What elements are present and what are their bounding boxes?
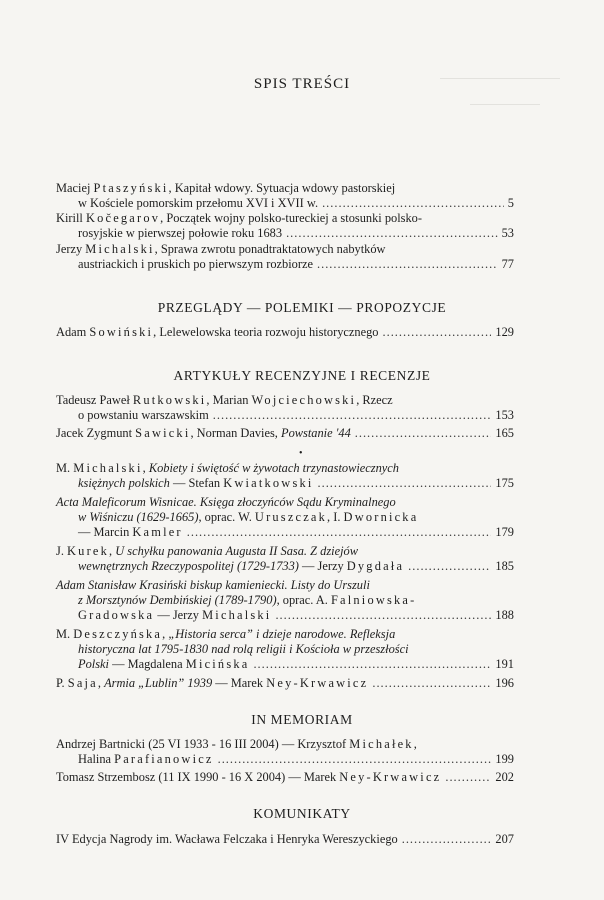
toc-entry: Jerzy Michalski, Sprawa zwrotu ponadtraktatowych nabytków <box>56 242 386 256</box>
section-heading: ARTYKUŁY RECENZYJNE I RECENZJE <box>173 368 431 383</box>
toc-entry: IV Edycja Nagrody im. Wacława Felczaka i Henryka Wereszyckiego ..... 207 <box>56 832 514 847</box>
toc-entry: z Morsztynów Dembińskiej (1789-1790), oprac. A. Falniowska- <box>78 593 417 607</box>
toc-entry: Maciej Ptaszyński, Kapitał wdowy. Sytuacja wdowy pastorskiej <box>56 181 396 195</box>
toc-entry: o powstaniu warszawskim ..... 153 <box>78 408 514 423</box>
section-heading: PRZEGLĄDY — POLEMIKI — PROPOZYCJE <box>157 300 447 315</box>
toc-entry: w Wiśniczu (1629-1665), oprac. W. Uruszczak, I. Dwornicka <box>78 510 419 524</box>
toc-entry: Acta Maleficorum Wisnicae. Księga złoczyńców Sądu Kryminalnego <box>56 495 396 509</box>
bleed-through-mark <box>470 104 540 105</box>
toc-entry: wewnętrznych Rzeczypospolitej (1729-1733) — Jerzy Dygdała ..... 185 <box>78 559 514 574</box>
toc-entry: — Marcin Kamler ..... 179 <box>78 525 514 540</box>
section-heading: IN MEMORIAM <box>251 712 353 727</box>
toc-entry: Adam Stanisław Krasiński biskup kamieniecki. Listy do Urszuli <box>56 578 370 592</box>
toc-entry: Andrzej Bartnicki (25 VI 1933 - 16 III 2004) — Krzysztof Michałek, <box>56 737 417 751</box>
toc-entry: P. Saja, Armia „Lublin” 1939 — Marek Ney-Krwawicz ..... 196 <box>56 676 514 691</box>
toc-entry: Jacek Zygmunt Sawicki, Norman Davies, Powstanie '44 ..... 165 <box>56 426 514 441</box>
toc-entry: Tomasz Strzembosz (11 IX 1990 - 16 X 2004) — Marek Ney-Krwawicz ..... 202 <box>56 770 514 785</box>
section-heading: KOMUNIKATY <box>253 806 351 821</box>
toc-entry: austriackich i pruskich po pierwszym rozbiorze ..... 77 <box>78 257 514 272</box>
toc-entry: M. Deszczyńska, „Historia serca” i dzieje narodowe. Refleksja <box>56 627 396 641</box>
toc-entry: Halina Parafianowicz ..... 199 <box>78 752 514 767</box>
toc-entry: J. Kurek, U schyłku panowania Augusta II Sasa. Z dziejów <box>56 544 358 558</box>
toc-entry: M. Michalski, Kobiety i świętość w żywotach trzynastowiecznych <box>56 461 400 475</box>
toc-entry: księżnych polskich — Stefan Kwiatkowski ..... 175 <box>78 476 514 491</box>
page-title: SPIS TREŚCI <box>253 76 351 92</box>
toc-entry: Polski — Magdalena Micińska ..... 191 <box>78 657 514 672</box>
separator-bullet: • <box>299 448 303 459</box>
toc-entry: w Kościele pomorskim przełomu XVI i XVII w. ..... 5 <box>78 196 514 211</box>
toc-entry: historyczna lat 1795-1830 nad rolą religii i Kościoła w przeszłości <box>78 642 409 656</box>
toc-entry: Tadeusz Paweł Rutkowski, Marian Wojciechowski, Rzecz <box>56 393 393 407</box>
toc-entry: Gradowska — Jerzy Michalski ..... 188 <box>78 608 514 623</box>
toc-entry: Kirill Kočegarov, Początek wojny polsko-tureckiej a stosunki polsko- <box>56 211 423 225</box>
toc-entry: rosyjskie w pierwszej połowie roku 1683 ..... 53 <box>78 226 514 241</box>
toc-entry: Adam Sowiński, Lelewelowska teoria rozwoju historycznego ..... 129 <box>56 325 514 340</box>
